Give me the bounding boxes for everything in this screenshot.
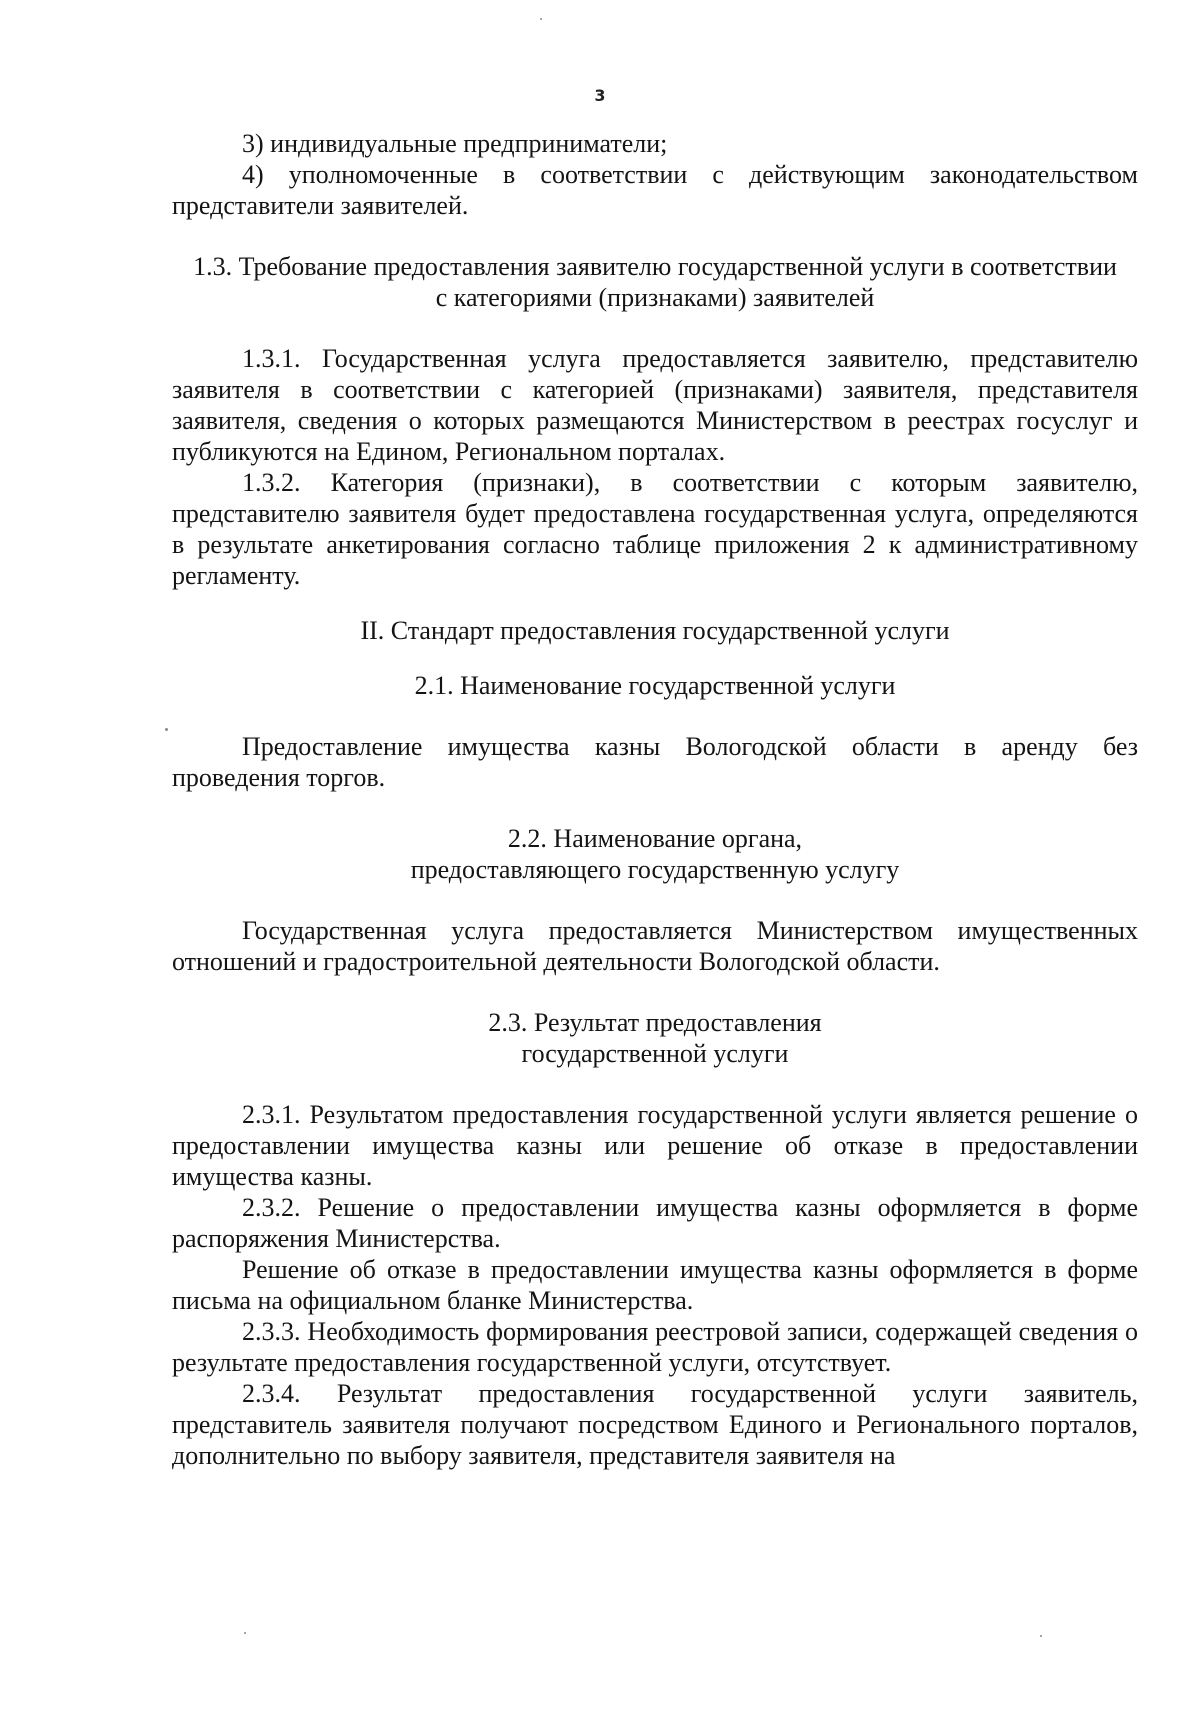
section-heading-2-2-line-1: 2.2. Наименование органа, [507,824,803,853]
section-heading-2-3-line-2: государственной услуги [521,1039,789,1068]
paragraph-2-2: Государственная услуга предоставляется Министерством имущественных отношений и градостроительной деятельности Вологодской области. [172,916,1138,976]
section-heading-1-3: 1.3. Требование предоставления заявителю государственной услуги в соответствии с категориями (признаками) заявителей [193,252,1117,312]
document-body [172,128,1138,1471]
list-item: 4) уполномоченные в соответствии с действующим законодательством представители заявителей. [172,160,1138,220]
page-number: 3 [594,86,606,105]
section-heading-2-3-line-1: 2.3. Результат предоставления [488,1008,822,1037]
scan-speck [165,728,168,731]
paragraph-2-3-3: 2.3.3. Необходимость формирования реестровой записи, содержащей сведения о результате предоставления государственной услуги, отсутствует. [172,1317,1138,1377]
paragraph-1-3-1: 1.3.1. Государственная услуга предоставляется заявителю, представителю заявителя в соответствии с категорией (признаками) заявителя, представителя заявителя, сведения о которых размещаются Министерством в реестрах госуслуг и публикуются на Едином, Региональном порталах. [172,344,1138,466]
list-item: 3) индивидуальные предприниматели; [242,129,668,158]
paragraph-2-3-2: 2.3.2. Решение о предоставлении имущества казны оформляется в форме распоряжения Министерства. [172,1193,1138,1253]
section-heading-2-2-line-2: предоставляющего государственную услугу [410,855,900,884]
paragraph-2-3-2-refusal: Решение об отказе в предоставлении имущества казны оформляется в форме письма на официальном бланке Министерства. [172,1255,1138,1315]
paragraph-1-3-2: 1.3.2. Категория (признаки), в соответствии с которым заявителю, представителю заявителя будет предоставлена государственная услуга, определяются в результате анкетирования согласно таблице приложения 2 к административному регламенту. [172,468,1138,590]
section-heading-2-1: 2.1. Наименование государственной услуги [414,671,896,700]
paragraph-2-3-4: 2.3.4. Результат предоставления государственной услуги заявитель, представитель заявителя получают посредством Единого и Регионального порталов, дополнительно по выбору заявителя, представителя заявителя на [172,1379,1138,1470]
paragraph-2-1: Предоставление имущества казны Вологодской области в аренду без проведения торгов. [172,732,1138,792]
scan-speck [244,1632,246,1634]
scan-speck [1040,1635,1042,1637]
paragraph-2-3-1: 2.3.1. Результатом предоставления государственной услуги является решение о предоставлении имущества казны или решение об отказе в предоставлении имущества казны. [172,1100,1138,1191]
scan-speck [540,18,542,20]
chapter-heading-2: II. Стандарт предоставления государственной услуги [360,616,950,645]
